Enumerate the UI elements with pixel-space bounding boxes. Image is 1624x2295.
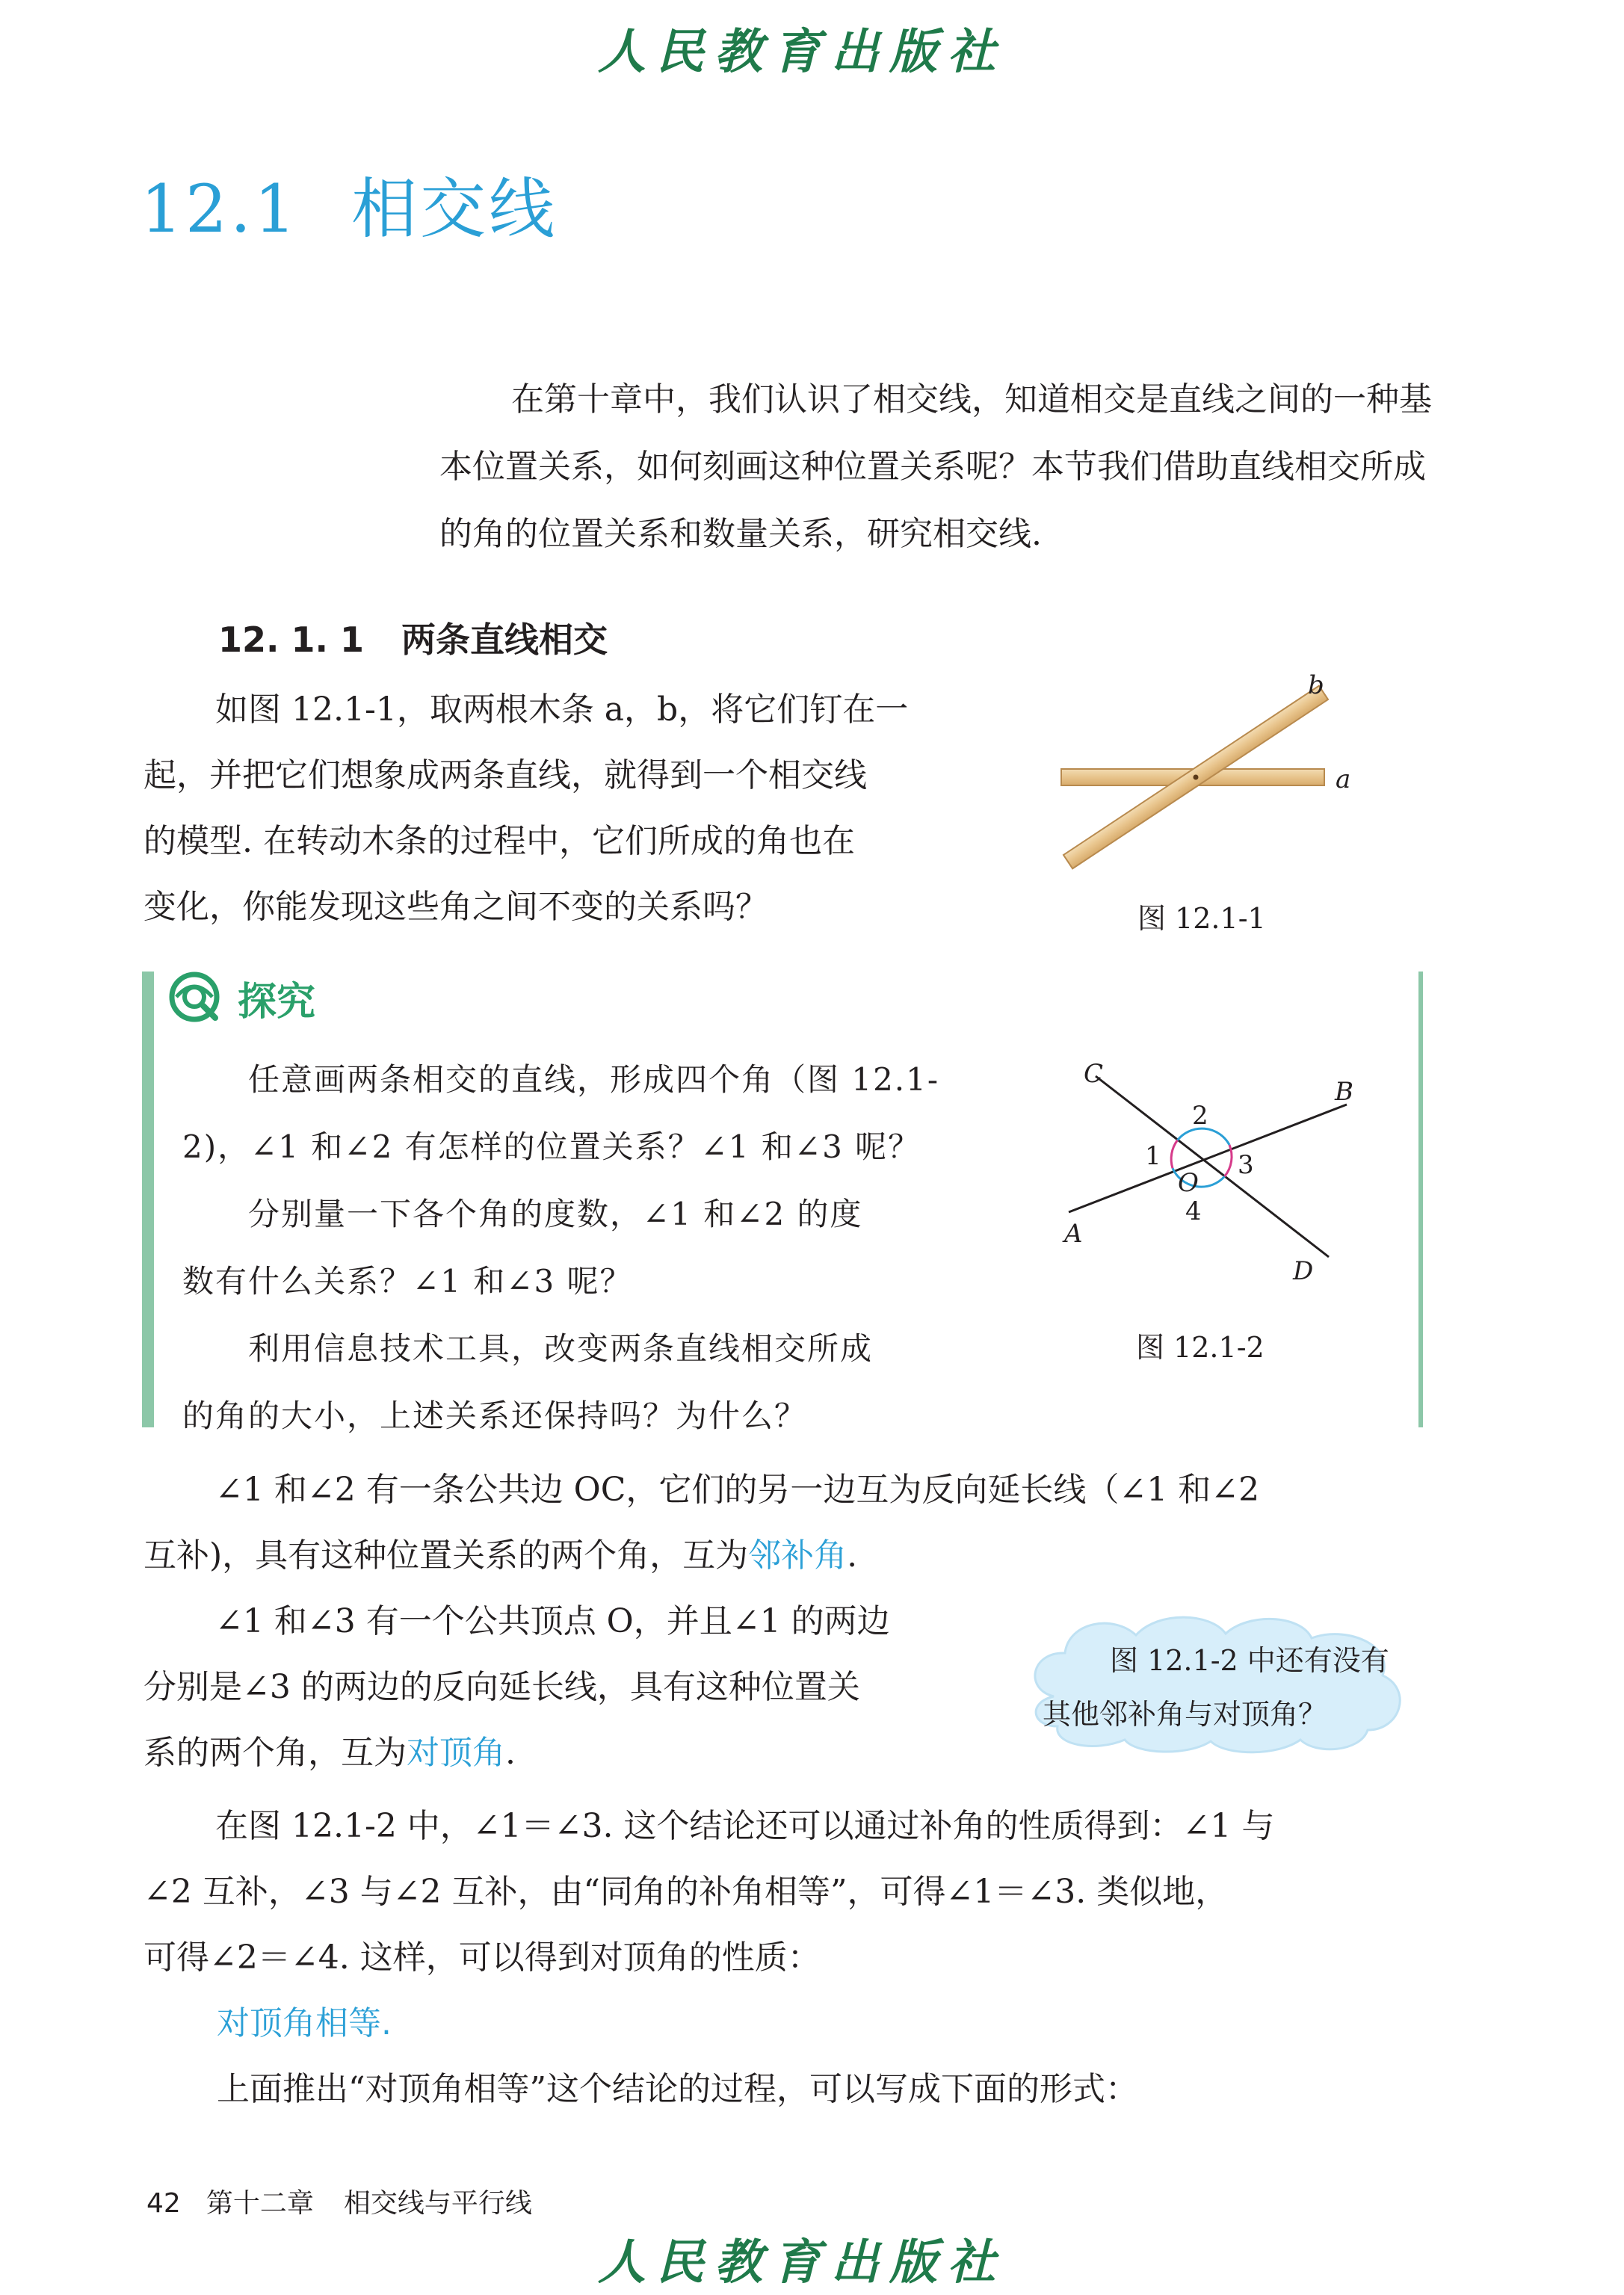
para4-line: 可得∠2＝∠4. 这样，可以得到对顶角的性质： <box>143 1939 821 1977</box>
chapter-title: 相交线与平行线 <box>343 2188 532 2219</box>
section-number: 12.1 <box>141 170 299 247</box>
page-number: 42 <box>146 2188 181 2219</box>
para3-line1: ∠1 和∠3 有一个公共顶点 O，并且∠1 的两边 <box>215 1602 890 1640</box>
figure-intersecting-lines <box>1046 1039 1375 1293</box>
explore-text <box>182 1046 982 1450</box>
label-C: C <box>1084 1059 1104 1089</box>
cloud-line1: 图 12.1-2 中还有没有 <box>1110 1644 1389 1677</box>
explore-line: 任意画两条相交的直线，形成四个角（图 12.1- <box>182 1061 940 1098</box>
figure2-caption: 图 12.1-2 <box>1136 1331 1265 1364</box>
label-O: O <box>1178 1168 1199 1198</box>
para3-text: 系的两个角，互为 <box>143 1734 407 1772</box>
explore-right-bar <box>1418 972 1423 1427</box>
section-title-text: 相交线 <box>351 170 558 247</box>
page-footer <box>146 2182 532 2220</box>
intro-paragraph <box>439 366 1441 568</box>
para2-period: . <box>847 1536 858 1575</box>
term-vertical-angles: 对顶角 <box>407 1734 505 1772</box>
para1-line: 的模型. 在转动木条的过程中，它们所成的角也在 <box>143 822 855 860</box>
label-B: B <box>1335 1077 1353 1107</box>
explore-line: 利用信息技术工具，改变两条直线相交所成 <box>182 1330 874 1367</box>
para1-line: 变化，你能发现这些角之间不变的关系吗？ <box>143 888 768 926</box>
cloud-line2: 其他邻补角与对顶角？ <box>1043 1698 1327 1731</box>
para2-line2 <box>143 1523 1459 1589</box>
label-angle-4: 4 <box>1185 1196 1202 1226</box>
explore-line: 分别量一下各个角的度数，∠1 和∠2 的度 <box>182 1196 863 1232</box>
explore-left-bar <box>142 972 154 1427</box>
cloud-text <box>1043 1634 1394 1741</box>
explore-icon <box>167 970 221 1024</box>
line-CD <box>1096 1076 1329 1257</box>
chapter-number: 第十二章 <box>206 2188 314 2219</box>
publisher-logo-bottom: 人民教育出版社 <box>598 2234 1006 2291</box>
paragraph-form <box>217 2057 1412 2122</box>
figure-wood-strips <box>1046 658 1360 874</box>
explore-line: 数有什么关系？∠1 和∠3 呢？ <box>182 1263 633 1300</box>
angle-2-arc <box>1178 1128 1230 1145</box>
subsection-heading <box>218 613 608 662</box>
label-angle-1: 1 <box>1145 1141 1161 1171</box>
paragraph-proof <box>143 1794 1459 1991</box>
property-statement: 对顶角相等. <box>217 2004 392 2042</box>
para5-line: 上面推出“对顶角相等”这个结论的过程，可以写成下面的形式： <box>217 2070 1138 2108</box>
paragraph-adjacent-angles <box>143 1457 1459 1589</box>
para3-line3 <box>143 1720 1025 1786</box>
nail-point <box>1194 775 1199 780</box>
para2-line1: ∠1 和∠2 有一条公共边 OC，它们的另一边互为反向延长线（∠1 和∠2 <box>215 1471 1260 1509</box>
label-D: D <box>1293 1256 1314 1286</box>
para4-line: 在图 12.1-2 中，∠1＝∠3. 这个结论还可以通过补角的性质得到：∠1 与 <box>215 1807 1275 1845</box>
label-b: b <box>1308 670 1324 700</box>
term-adjacent-supplementary: 邻补角 <box>748 1536 847 1575</box>
intro-text: 在第十章中，我们认识了相交线，知道相交是直线之间的一种基本位置关系，如何刻画这种位置关系呢？本节我们借助直线相交所成的角的位置关系和数量关系，研究相交线. <box>439 380 1432 553</box>
label-A: A <box>1064 1219 1083 1249</box>
explore-line: 2)，∠1 和∠2 有怎样的位置关系？∠1 和∠3 呢？ <box>182 1128 921 1165</box>
para2-text: 互补)，具有这种位置关系的两个角，互为 <box>143 1536 749 1575</box>
para4-line: ∠2 互补，∠3 与∠2 互补，由“同角的补角相等”，可得∠1＝∠3. 类似地， <box>143 1873 1229 1911</box>
explore-line: 的角的大小，上述关系还保持吗？为什么？ <box>182 1397 808 1434</box>
publisher-logo-top: 人民教育出版社 <box>598 24 1006 80</box>
subsection-number: 12. 1. 1 <box>218 620 365 660</box>
figure1-caption: 图 12.1-1 <box>1137 902 1266 935</box>
label-a: a <box>1336 765 1351 794</box>
para1-line: 如图 12.1-1，取两根木条 a，b，将它们钉在一 <box>215 691 909 729</box>
label-angle-2: 2 <box>1192 1101 1208 1131</box>
subsection-title: 两条直线相交 <box>401 620 608 660</box>
para3-line2: 分别是∠3 的两边的反向延长线，具有这种位置关 <box>143 1668 860 1706</box>
angle-1-arc <box>1171 1140 1177 1169</box>
paragraph-vertical-angles <box>143 1589 1025 1786</box>
paragraph-wood-strips <box>143 677 1025 940</box>
section-title <box>141 157 558 251</box>
label-angle-3: 3 <box>1238 1150 1254 1180</box>
para3-period: . <box>505 1734 516 1772</box>
para1-line: 起，并把它们想象成两条直线，就得到一个相交线 <box>143 756 867 794</box>
explore-title: 探究 <box>238 980 316 1025</box>
